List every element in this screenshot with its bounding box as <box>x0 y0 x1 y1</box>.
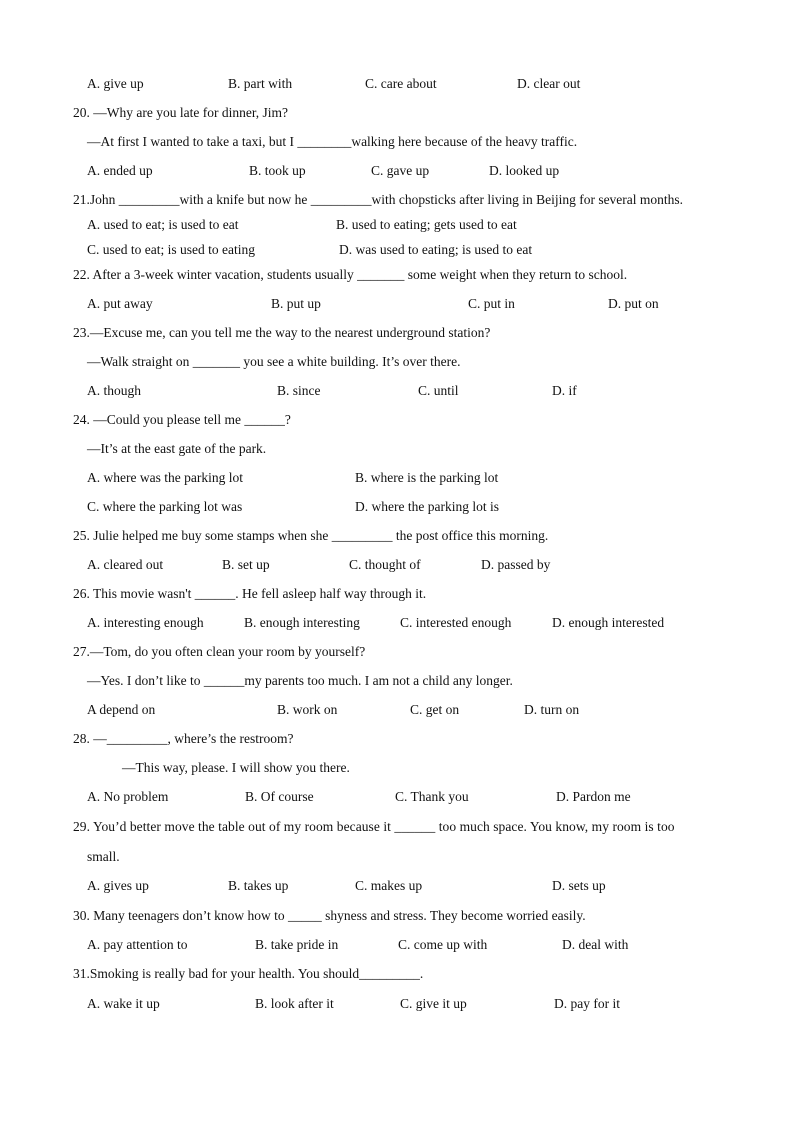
q28-response: —This way, please. I will show you there. <box>122 760 350 775</box>
q29-stem-continued: small. <box>87 849 120 864</box>
q31-stem: 31.Smoking is really bad for your health. You should_________. <box>73 966 424 981</box>
q22-option-d: D. put on <box>608 296 659 311</box>
q25-stem: 25. Julie helped me buy some stamps when she _________ the post office this morning. <box>73 528 549 543</box>
q23-option-c: C. until <box>418 383 459 398</box>
q27-option-a: A depend on <box>87 702 156 717</box>
q23-response: —Walk straight on _______ you see a white building. It’s over there. <box>87 354 461 369</box>
q19-option-a: A. give up <box>87 76 144 91</box>
q30-option-d: D. deal with <box>562 937 629 952</box>
q21-option-d: D. was used to eating; is used to eat <box>339 242 533 257</box>
q28-option-c: C. Thank you <box>395 789 469 804</box>
q25-option-a: A. cleared out <box>87 557 164 572</box>
q26-option-d: D. enough interested <box>552 615 665 630</box>
q28-option-a: A. No problem <box>87 789 169 804</box>
q28-option-b: B. Of course <box>245 789 314 804</box>
q30-option-b: B. take pride in <box>255 937 339 952</box>
q31-option-d: D. pay for it <box>554 996 620 1011</box>
q24-stem: 24. —Could you please tell me ______? <box>73 412 291 427</box>
q29-option-a: A. gives up <box>87 878 149 893</box>
q23-stem: 23.—Excuse me, can you tell me the way to the nearest underground station? <box>73 325 491 340</box>
q25-option-d: D. passed by <box>481 557 551 572</box>
q27-response: —Yes. I don’t like to ______my parents too much. I am not a child any longer. <box>87 673 513 688</box>
q26-option-a: A. interesting enough <box>87 615 204 630</box>
q22-option-a: A. put away <box>87 296 153 311</box>
q25-option-c: C. thought of <box>349 557 421 572</box>
q20-stem: 20. —Why are you late for dinner, Jim? <box>73 105 289 120</box>
q29-option-c: C. makes up <box>355 878 423 893</box>
q31-option-a: A. wake it up <box>87 996 160 1011</box>
q27-option-c: C. get on <box>410 702 460 717</box>
q20-option-b: B. took up <box>249 163 306 178</box>
q31-option-c: C. give it up <box>400 996 467 1011</box>
q24-option-c: C. where the parking lot was <box>87 499 243 514</box>
q20-option-a: A. ended up <box>87 163 153 178</box>
q29-option-b: B. takes up <box>228 878 289 893</box>
q27-option-b: B. work on <box>277 702 338 717</box>
q22-option-c: C. put in <box>468 296 515 311</box>
q19-option-b: B. part with <box>228 76 293 91</box>
q26-stem: 26. This movie wasn't ______. He fell asleep half way through it. <box>73 586 427 601</box>
q24-option-d: D. where the parking lot is <box>355 499 499 514</box>
q26-option-c: C. interested enough <box>400 615 512 630</box>
q23-option-d: D. if <box>552 383 577 398</box>
q27-stem: 27.—Tom, do you often clean your room by yourself? <box>73 644 366 659</box>
q24-option-b: B. where is the parking lot <box>355 470 499 485</box>
q29-option-d: D. sets up <box>552 878 606 893</box>
q30-option-c: C. come up with <box>398 937 488 952</box>
q28-stem: 28. —_________, where’s the restroom? <box>73 731 294 746</box>
q20-option-d: D. looked up <box>489 163 560 178</box>
q26-option-b: B. enough interesting <box>244 615 360 630</box>
q24-response: —It’s at the east gate of the park. <box>87 441 267 456</box>
q23-option-b: B. since <box>277 383 321 398</box>
q31-option-b: B. look after it <box>255 996 334 1011</box>
q21-stem: 21.John _________with a knife but now he _________with chopsticks after living in Beijing for several months. <box>73 192 684 207</box>
q25-option-b: B. set up <box>222 557 270 572</box>
q22-stem: 22. After a 3-week winter vacation, students usually _______ some weight when they return to school. <box>73 267 628 282</box>
q28-option-d: D. Pardon me <box>556 789 631 804</box>
q30-stem: 30. Many teenagers don’t know how to _____ shyness and stress. They become worried easily. <box>73 908 586 923</box>
q29-stem: 29. You’d better move the table out of my room because it ______ too much space. You know, my room is too <box>73 819 675 834</box>
q20-response: —At first I wanted to take a taxi, but I ________walking here because of the heavy traffic. <box>87 134 578 149</box>
q21-option-a: A. used to eat; is used to eat <box>87 217 239 232</box>
q23-option-a: A. though <box>87 383 141 398</box>
q20-option-c: C. gave up <box>371 163 430 178</box>
q21-option-c: C. used to eat; is used to eating <box>87 242 255 257</box>
q27-option-d: D. turn on <box>524 702 580 717</box>
q24-option-a: A. where was the parking lot <box>87 470 243 485</box>
q22-option-b: B. put up <box>271 296 321 311</box>
q30-option-a: A. pay attention to <box>87 937 188 952</box>
q21-option-b: B. used to eating; gets used to eat <box>336 217 517 232</box>
q19-option-c: C. care about <box>365 76 437 91</box>
q19-option-d: D. clear out <box>517 76 581 91</box>
